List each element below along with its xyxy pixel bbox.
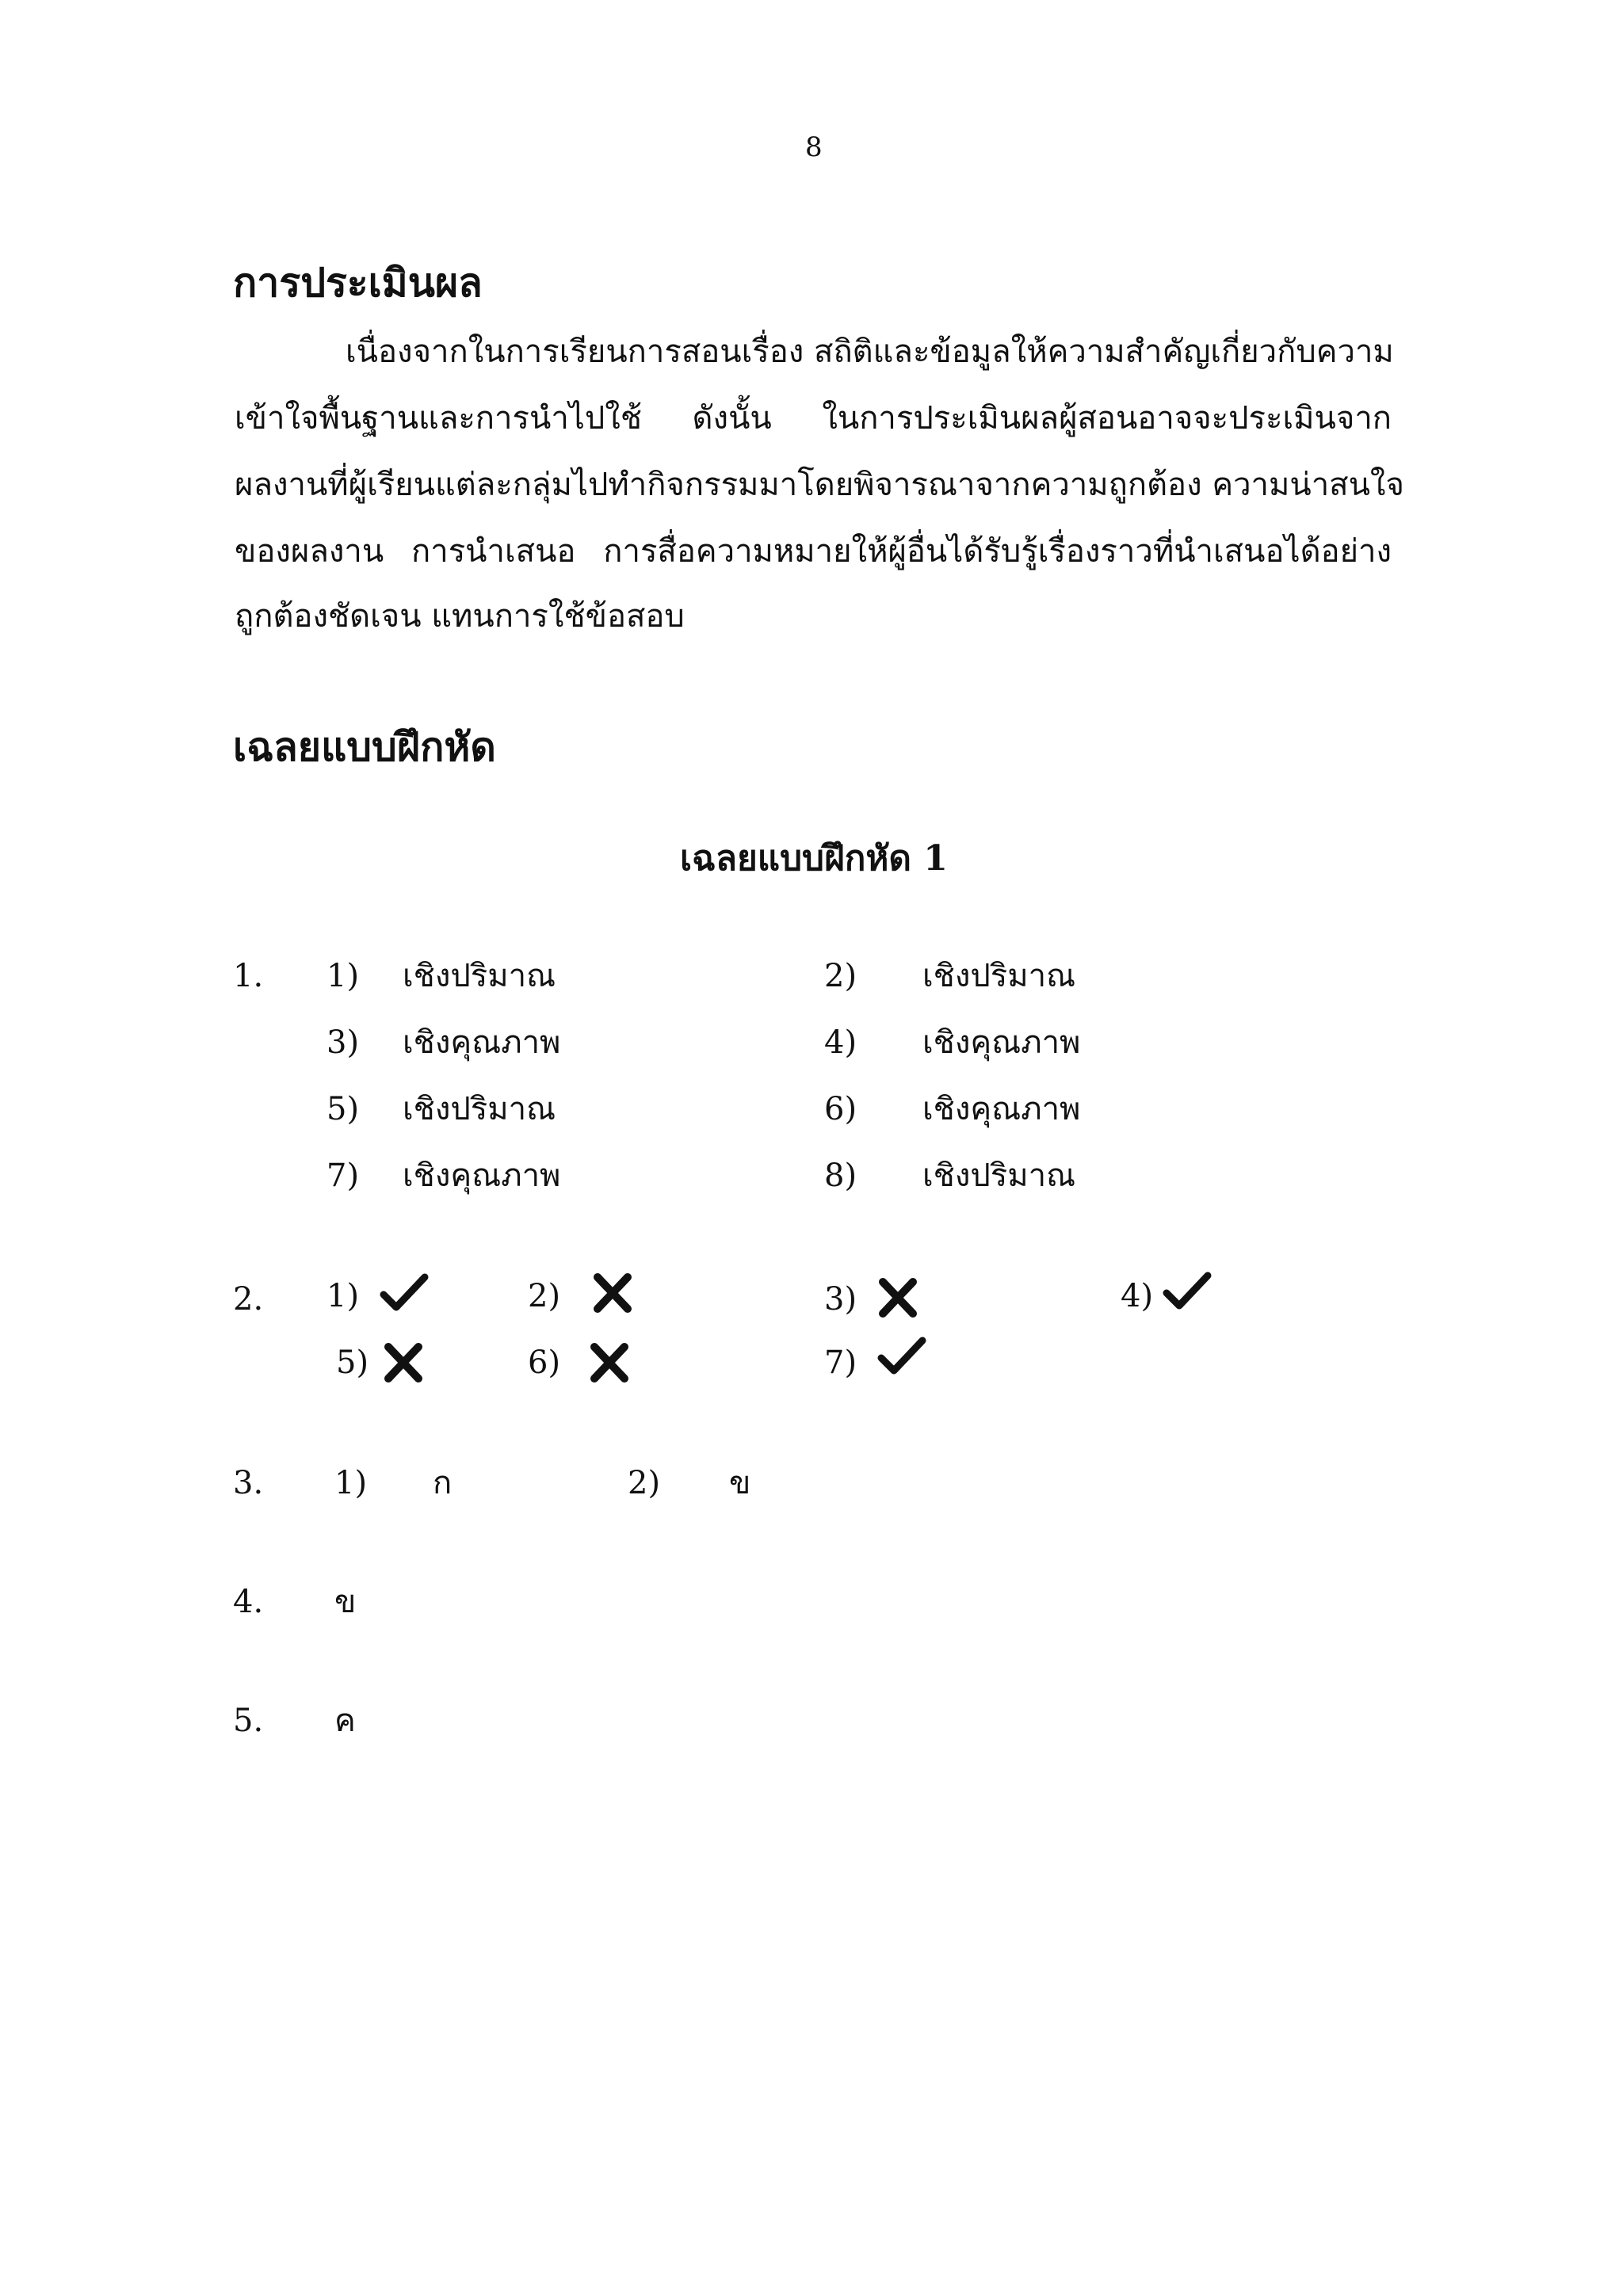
check-icon bbox=[876, 1334, 927, 1379]
q1-item-value: เชิงปริมาณ bbox=[922, 958, 1076, 994]
evaluation-heading: การประเมินผล bbox=[233, 259, 483, 306]
q1-item-label: 1) bbox=[327, 958, 360, 994]
q2-item-label: 4) bbox=[1121, 1278, 1154, 1314]
q3-item-value: ก bbox=[433, 1465, 453, 1501]
q1-item-label: 8) bbox=[824, 1158, 857, 1194]
question-number: 1. bbox=[233, 958, 264, 994]
question-number: 2. bbox=[233, 1281, 264, 1318]
answers-heading: เฉลยแบบฝึกหัด bbox=[233, 723, 496, 770]
q2-item-label: 2) bbox=[528, 1278, 561, 1314]
evaluation-paragraph-line-4: ของผลงาน การนำเสนอ การสื่อความหมายให้ผู้อื่นได้รับรู้เรื่องราวที่นำเสนอได้อย่าง bbox=[235, 533, 1392, 570]
q1-item-label: 3) bbox=[327, 1024, 360, 1061]
q2-item-label: 6) bbox=[528, 1344, 561, 1381]
q5-answer: ค bbox=[334, 1703, 356, 1739]
q3-item-value: ข bbox=[729, 1465, 751, 1501]
cross-icon bbox=[380, 1341, 426, 1385]
question-number: 5. bbox=[233, 1703, 264, 1739]
q1-item-label: 2) bbox=[824, 958, 857, 994]
q1-item-value: เชิงคุณภาพ bbox=[922, 1024, 1081, 1061]
q1-item-value: เชิงคุณภาพ bbox=[403, 1158, 561, 1194]
q1-item-value: เชิงคุณภาพ bbox=[922, 1091, 1081, 1127]
check-icon bbox=[379, 1271, 430, 1315]
cross-icon bbox=[875, 1276, 921, 1320]
q1-item-label: 6) bbox=[824, 1091, 857, 1127]
q2-item-label: 3) bbox=[824, 1281, 857, 1318]
q3-item-label: 2) bbox=[628, 1465, 661, 1501]
cross-icon bbox=[590, 1271, 636, 1315]
q2-item-label: 1) bbox=[327, 1278, 360, 1314]
cross-icon bbox=[586, 1341, 632, 1385]
evaluation-paragraph-line-3: ผลงานที่ผู้เรียนแต่ละกลุ่มไปทำกิจกรรมมาโดยพิจารณาจากความถูกต้อง ความน่าสนใจ bbox=[235, 467, 1404, 503]
q1-item-value: เชิงปริมาณ bbox=[403, 1091, 556, 1127]
question-number: 3. bbox=[233, 1465, 264, 1501]
answers-subheading: เฉลยแบบฝึกหัด 1 bbox=[680, 838, 948, 879]
q1-item-label: 5) bbox=[327, 1091, 360, 1127]
evaluation-paragraph-line-2: เข้าใจพื้นฐานและการนำไปใช้ ดังนั้น ในการประเมินผลผู้สอนอาจจะประเมินจาก bbox=[235, 400, 1392, 437]
q1-item-value: เชิงคุณภาพ bbox=[403, 1024, 561, 1061]
evaluation-paragraph-line-5: ถูกต้องชัดเจน แทนการใช้ข้อสอบ bbox=[235, 598, 685, 635]
q1-item-label: 4) bbox=[824, 1024, 857, 1061]
q3-item-label: 1) bbox=[334, 1465, 368, 1501]
q1-item-value: เชิงปริมาณ bbox=[403, 958, 556, 994]
page-number: 8 bbox=[805, 132, 823, 163]
q1-item-value: เชิงปริมาณ bbox=[922, 1158, 1076, 1194]
q4-answer: ข bbox=[334, 1584, 357, 1620]
question-number: 4. bbox=[233, 1584, 264, 1620]
evaluation-paragraph-line-1: เนื่องจากในการเรียนการสอนเรื่อง สถิติและข้อมูลให้ความสำคัญเกี่ยวกับความ bbox=[346, 334, 1394, 370]
q1-item-label: 7) bbox=[327, 1158, 360, 1194]
q2-item-label: 7) bbox=[824, 1344, 857, 1381]
q2-item-label: 5) bbox=[336, 1344, 369, 1381]
check-icon bbox=[1162, 1269, 1212, 1314]
